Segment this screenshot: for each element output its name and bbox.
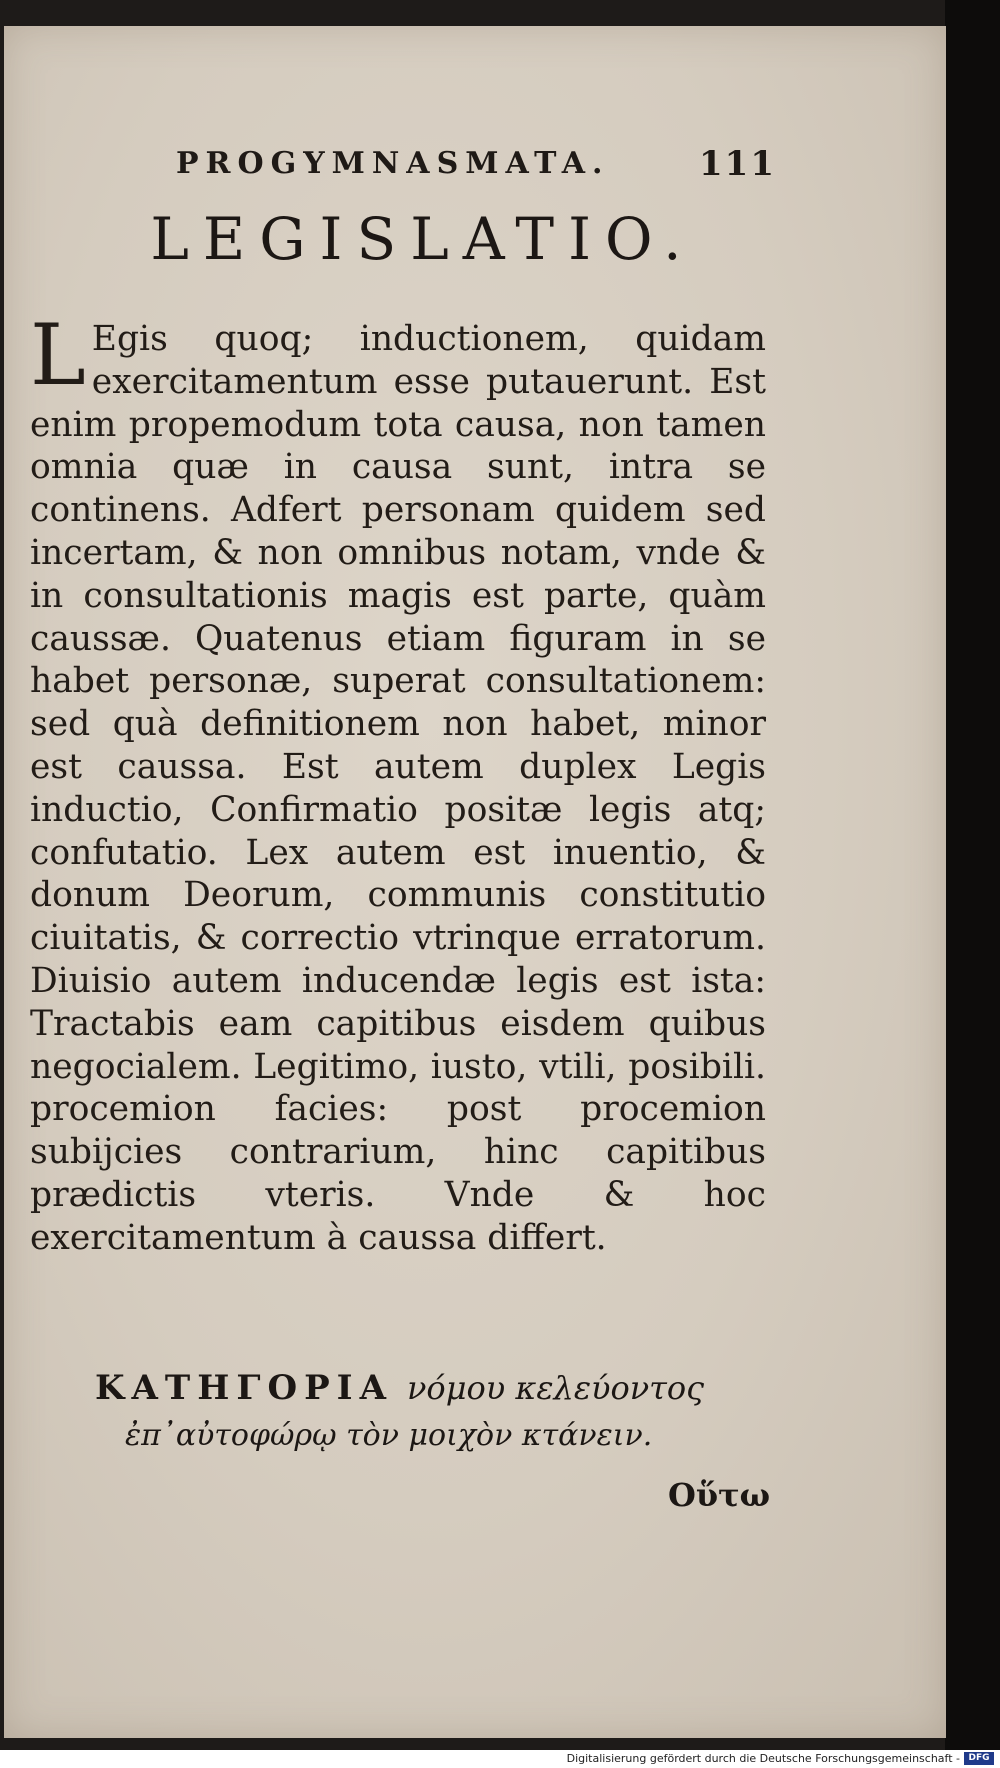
footer-bar [0, 1750, 1000, 1768]
greek-text-2: ἐπ᾽αὐτοφώρῳ τὸν μοιχὸν κτάνειν. [125, 1418, 653, 1453]
running-title: PROGYMNASMATA. [176, 146, 610, 181]
body-paragraph [30, 306, 766, 1260]
section-title: LEGISLATIO. [150, 205, 696, 273]
funding-credit: Digitalisierung gefördert durch die Deutsche Forschungsgemeinschaft - [566, 1752, 960, 1765]
drop-cap: L [30, 306, 86, 404]
dfg-logo: DFG [964, 1752, 994, 1765]
greek-text-1: νόμου κελεύοντος [406, 1369, 705, 1407]
greek-heading: ΚΑΤΗΓΟΡΙΑ [95, 1368, 393, 1408]
body-text: Egis quoq; inductionem, quidam exercitamentum esse putauerunt. Est enim propemodum tota causa, non tamen omnia quæ in causa sunt, intra se continens. Adfert personam quidem sed incertam, & non omnibus notam, vnde & in consultationis magis est parte, quàm caussæ. Quatenus etiam figuram in se habet personæ, superat consultationem: sed quà definitionem non habet, minor est caussa. Est autem duplex Legis inductio, Confirmatio positæ legis atq; confutatio. Lex autem est inuentio, & donum Deorum, communis constitutio ciuitatis, & correctio vtrinque erratorum. Diuisio autem inducendæ legis est ista: Tractabis eam capitibus eisdem quibus negocialem. Legitimo, iusto, vtili, posibili. procemion facies: post procemion subijcies contrarium, hinc capitibus prædictis vteris. Vnde & hoc exercitamentum à caussa differt. [30, 319, 766, 1258]
page-header [176, 146, 776, 186]
greek-line-1 [95, 1368, 704, 1408]
scan-right-edge [945, 0, 1000, 1750]
catchword: Οὕτω [668, 1476, 771, 1514]
page-number: 111 [699, 144, 776, 184]
